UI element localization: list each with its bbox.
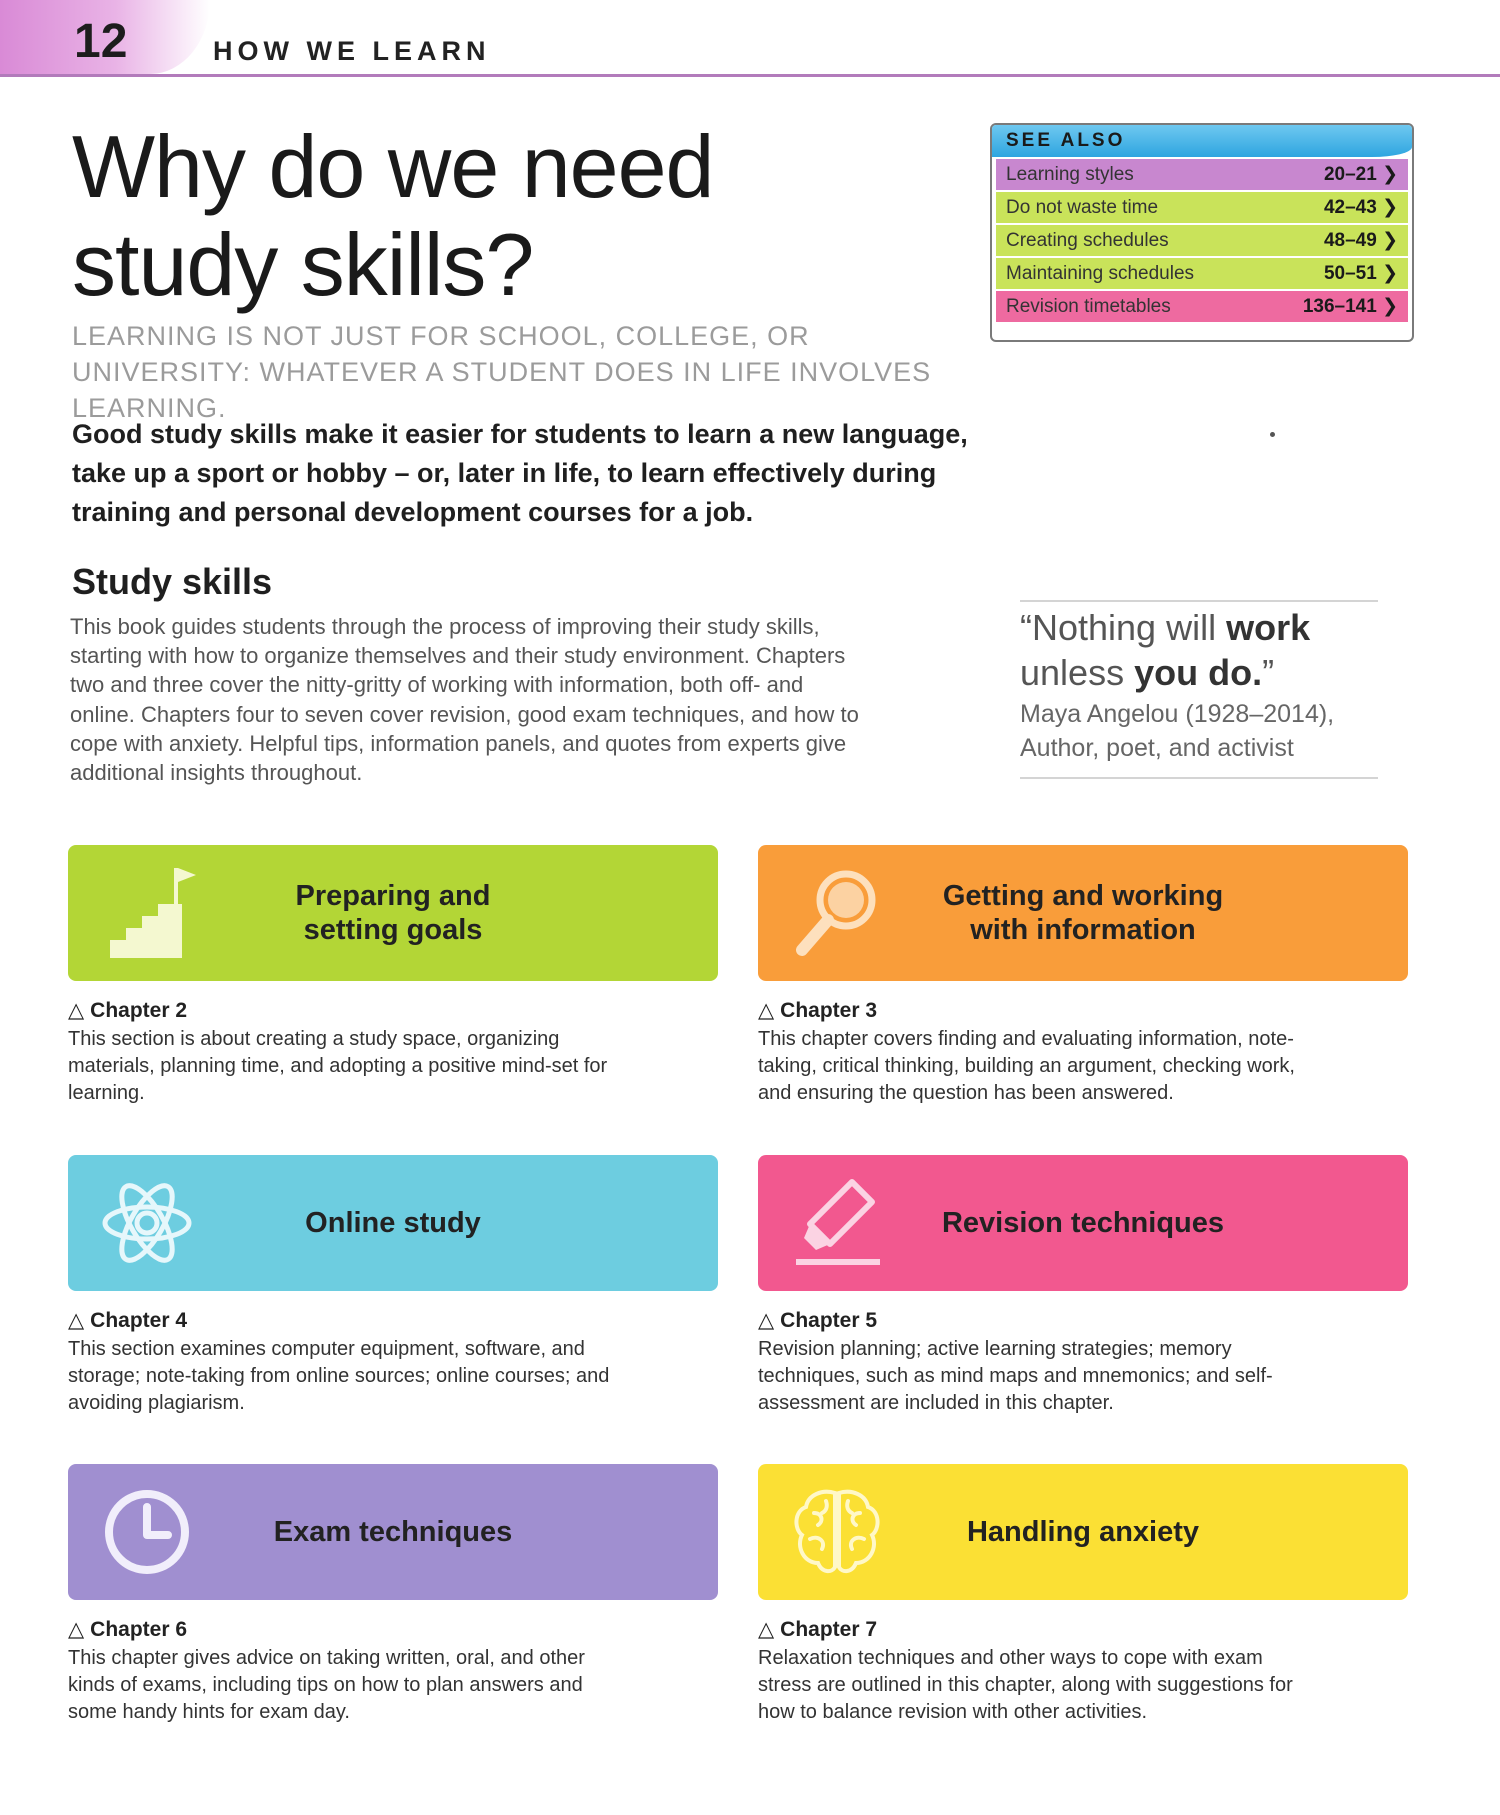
chapter-description: This section examines computer equipment, software, and storage; note-taking from online sources; online courses; and avoiding plagiarism. [68, 1338, 610, 1414]
chapter-card-title-line2: setting goals [303, 914, 483, 946]
see-also-item[interactable] [996, 225, 1408, 256]
triangle-icon: △ [68, 999, 85, 1022]
triangle-icon: △ [68, 1618, 85, 1641]
stray-dot [1270, 432, 1275, 437]
triangle-icon: △ [758, 1309, 775, 1332]
atom-icon [92, 1168, 202, 1278]
chapter-label [68, 998, 187, 1023]
chapter-card-title-line1: Online study [305, 1207, 481, 1239]
clock-icon [92, 1477, 202, 1587]
quote-text-2: unless [1020, 652, 1135, 693]
page-title [72, 118, 832, 314]
running-head: HOW WE LEARN [213, 36, 491, 66]
chapter-description: Relaxation techniques and other ways to cope with exam stress are outlined in this chapter, along with suggestions for how to balance revision with other activities. [758, 1647, 1293, 1723]
chapter-card-title [898, 879, 1268, 947]
see-also-pages-range: 50–51 [1323, 263, 1377, 284]
chapter-card-revision-techniques [758, 1155, 1408, 1291]
chapter-number: Chapter 5 [780, 1309, 878, 1332]
triangle-icon: △ [758, 999, 775, 1022]
chapter-number: Chapter 7 [780, 1618, 878, 1641]
see-also-item-pages [1324, 262, 1398, 285]
chapter-card-title-line1: Revision techniques [941, 1207, 1224, 1239]
see-also-item-pages [1303, 295, 1398, 318]
see-also-item[interactable] [996, 291, 1408, 322]
page-title-line2: study skills? [72, 215, 534, 314]
chapter-number: Chapter 4 [90, 1309, 188, 1332]
chevron-right-icon: ❯ [1382, 230, 1398, 251]
quote-rule-bottom [1020, 777, 1378, 779]
see-also-item-pages [1324, 163, 1398, 186]
chevron-right-icon: ❯ [1382, 164, 1398, 185]
chapter-number: Chapter 2 [90, 999, 188, 1022]
page-number: 12 [74, 15, 128, 68]
see-also-item-pages [1324, 229, 1398, 252]
chapter-card-title [208, 1206, 578, 1240]
see-also-pages-range: 42–43 [1323, 197, 1377, 218]
see-also-header: SEE ALSO [992, 125, 1412, 157]
quote-emphasis-2: you do. [1134, 652, 1263, 693]
see-also-item[interactable] [996, 159, 1408, 190]
see-also-item[interactable] [996, 192, 1408, 223]
chapter-label [68, 1308, 187, 1333]
highlighter-icon [782, 1168, 892, 1278]
chevron-right-icon: ❯ [1382, 263, 1398, 284]
chapter-description: This section is about creating a study space, organizing materials, planning time, and adopting a positive mind-set for learning. [68, 1028, 608, 1104]
quote-attribution [1020, 697, 1390, 765]
quote-emphasis-1: work [1226, 607, 1311, 648]
chapter-card-title-line1: Preparing and [295, 880, 491, 912]
see-also-item-pages [1324, 196, 1398, 219]
chapter-number: Chapter 3 [780, 999, 878, 1022]
chapter-card-handling-anxiety [758, 1464, 1408, 1600]
chapter-card-title-line1: Handling anxiety [966, 1516, 1200, 1548]
chapter-label [758, 1308, 877, 1333]
intro-paragraph: Good study skills make it easier for students to learn a new language, take up a sport or hobby – or, later in life, to learn effectively during training and personal development courses for a job. [72, 419, 968, 527]
chapter-description: This chapter covers finding and evaluating information, note-taking, critical thinking, building an argument, checking work, and ensuring the question has been answered. [758, 1028, 1295, 1104]
chapter-description: This chapter gives advice on taking written, oral, and other kinds of exams, including tips on how to plan answers and some handy hints for exam day. [68, 1647, 585, 1723]
see-also-item-label: Maintaining schedules [1006, 262, 1195, 284]
header-rule [0, 74, 1500, 77]
see-also-item-label: Do not waste time [1006, 196, 1159, 218]
stairs-flag-icon [92, 858, 202, 968]
triangle-icon: △ [68, 1309, 85, 1332]
chapter-card-exam-techniques [68, 1464, 718, 1600]
attribution-name: Maya Angelou (1928–2014), [1020, 700, 1335, 728]
chapter-card-title-line2: with information [970, 914, 1196, 946]
see-also-pages-range: 48–49 [1323, 230, 1377, 251]
study-skills-body: This book guides students through the process of improving their study skills, starting with how to organize themselves and their study environment. Chapters two and three cover the nitty-gritty of working with information, both off- and online. Chapters four to seven cover revision, good exam techniques, and how to cope with anxiety. Helpful tips, information panels, and quotes from experts give additional insights throughout. [70, 614, 859, 786]
quote-text-1: “Nothing will [1020, 607, 1227, 648]
quote-rule-top [1020, 600, 1378, 602]
quote [1020, 605, 1390, 695]
chapter-card-online-study [68, 1155, 718, 1291]
see-also-item-label: Revision timetables [1006, 295, 1171, 317]
brain-icon [782, 1477, 892, 1587]
see-also-box [990, 123, 1414, 342]
subhead: LEARNING IS NOT JUST FOR SCHOOL, COLLEGE, OR UNIVERSITY: WHATEVER A STUDENT DOES IN LIFE INVOLVES LEARNING. [72, 321, 932, 423]
triangle-icon: △ [758, 1618, 775, 1641]
chevron-right-icon: ❯ [1382, 197, 1398, 218]
chapter-card-getting-and-working [758, 845, 1408, 981]
chapter-card-title-line1: Exam techniques [273, 1516, 513, 1548]
chapter-description: Revision planning; active learning strategies; memory techniques, such as mind maps and mnemonics; and self-assessment are included in this chapter. [758, 1338, 1273, 1414]
page-title-line1: Why do we need [72, 117, 714, 216]
see-also-item-label: Creating schedules [1006, 229, 1169, 251]
chapter-card-preparing-and [68, 845, 718, 981]
chapter-card-title [898, 1515, 1268, 1549]
see-also-pages-range: 136–141 [1302, 296, 1377, 317]
chapter-card-title [898, 1206, 1268, 1240]
see-also-item-label: Learning styles [1006, 163, 1134, 185]
see-also-item[interactable] [996, 258, 1408, 289]
attribution-role: Author, poet, and activist [1020, 734, 1294, 762]
chapter-card-title-line1: Getting and working [942, 880, 1224, 912]
chapter-label [758, 1617, 877, 1642]
chapter-label [758, 998, 877, 1023]
see-also-pages-range: 20–21 [1323, 164, 1377, 185]
chapter-card-title [208, 1515, 578, 1549]
section-heading-study-skills: Study skills [72, 561, 273, 602]
chapter-card-title [208, 879, 578, 947]
chevron-right-icon: ❯ [1382, 296, 1398, 317]
quote-close-mark: ” [1262, 652, 1275, 693]
magnifying-glass-icon [782, 858, 892, 968]
chapter-number: Chapter 6 [90, 1618, 188, 1641]
chapter-label [68, 1617, 187, 1642]
